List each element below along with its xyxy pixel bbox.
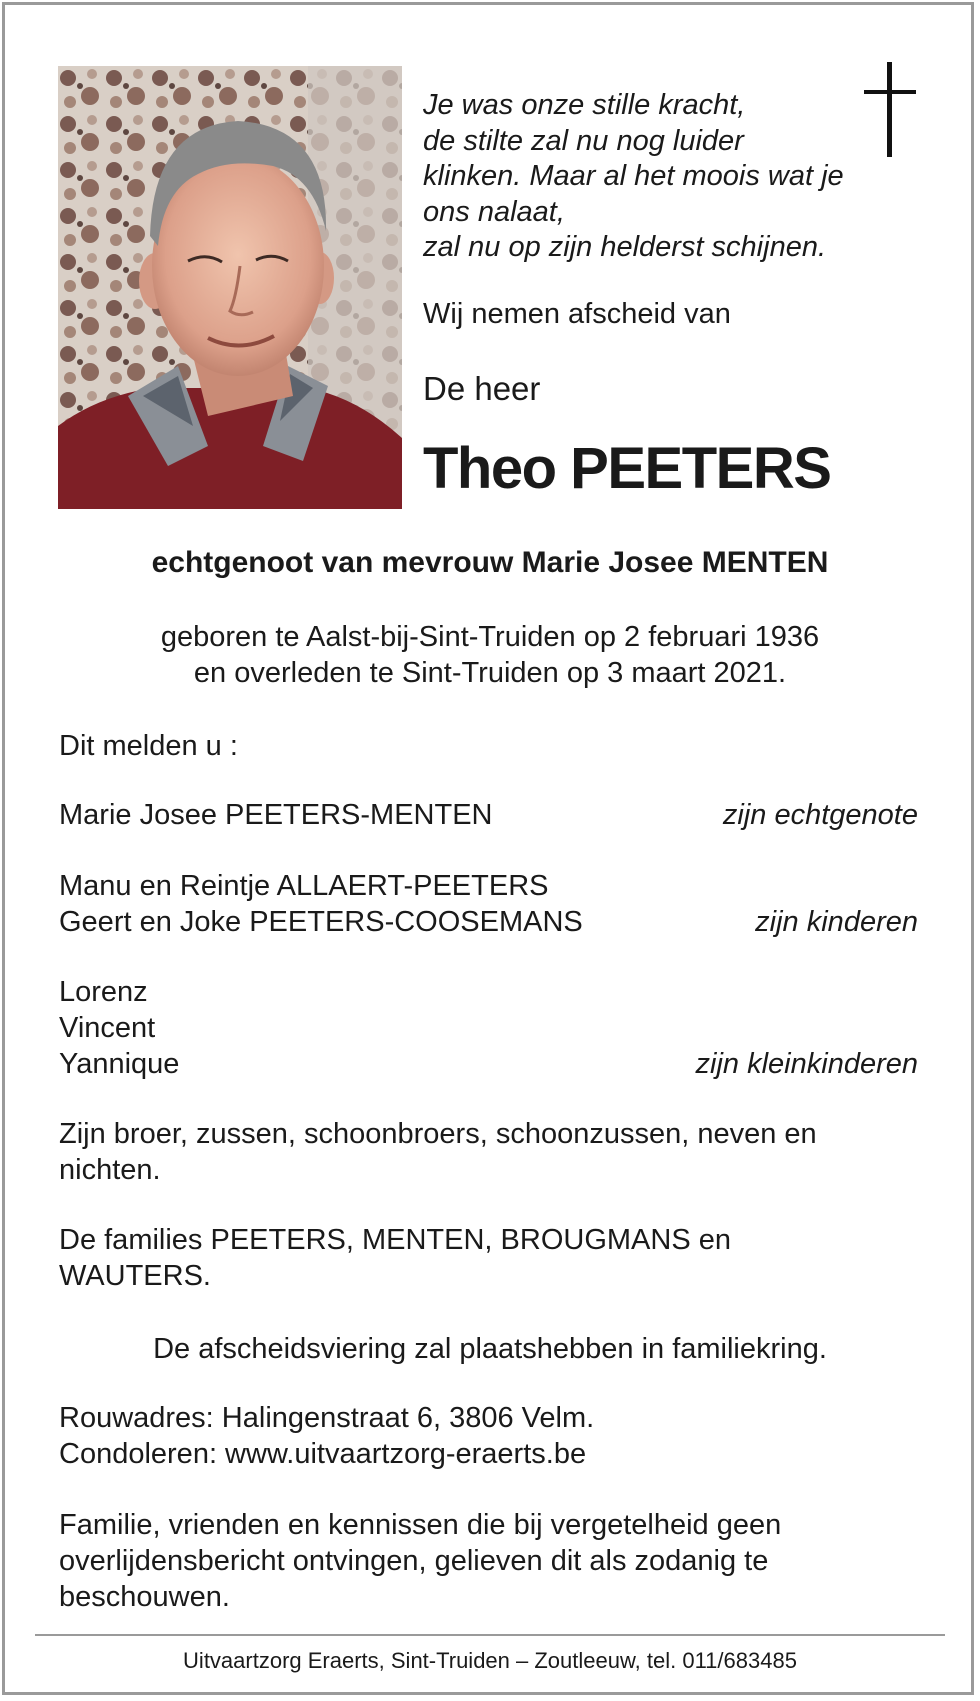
child-name: Manu en Reintje ALLAERT-PEETERS — [59, 870, 549, 902]
announce-text: Dit melden u : — [59, 730, 238, 762]
grandchildren-entry — [59, 974, 929, 1082]
notice-text — [59, 1507, 929, 1615]
contact-info — [59, 1400, 929, 1472]
grandchild-name: Yannique — [59, 1048, 180, 1080]
condolences-link[interactable]: Condoleren: www.uitvaartzorg-eraerts.be — [59, 1438, 587, 1470]
children-role: zijn kinderen — [755, 906, 918, 938]
children-entry — [59, 868, 929, 940]
notice-line: overlijdensbericht ontvingen, gelieven dit als zodanig te — [59, 1545, 769, 1577]
relatives-line: nichten. — [59, 1154, 161, 1186]
honorific: De heer — [423, 370, 541, 407]
poem-line: zal nu op zijn helderst schijnen. — [423, 231, 827, 263]
intro-text: Wij nemen afscheid van — [423, 298, 731, 330]
poem-line: klinken. Maar al het moois wat je — [423, 160, 844, 192]
notice-line: beschouwen. — [59, 1581, 230, 1613]
spouse-line: echtgenoot van mevrouw Marie Josee MENTEN — [151, 546, 829, 579]
spouse-entry — [59, 797, 929, 833]
grandchild-name: Lorenz — [59, 976, 148, 1008]
portrait-photo — [58, 66, 402, 509]
mourning-address: Rouwadres: Halingenstraat 6, 3806 Velm. — [59, 1402, 595, 1434]
grandchild-name: Vincent — [59, 1012, 156, 1044]
deceased-name: Theo PEETERS — [423, 436, 831, 501]
ceremony-text: De afscheidsviering zal plaatshebben in familiekring. — [153, 1333, 827, 1365]
spouse-role: zijn echtgenote — [722, 799, 918, 831]
footer-text: Uitvaartzorg Eraerts, Sint-Truiden – Zoutleeuw, tel. 011/683485 — [183, 1648, 797, 1673]
families-text — [59, 1222, 929, 1294]
poem-line: de stilte zal nu nog luider — [423, 124, 744, 157]
relatives-line: Zijn broer, zussen, schoonbroers, schoonzussen, neven en — [59, 1118, 817, 1150]
relatives-text — [59, 1116, 929, 1188]
poem-line: ons nalaat, — [423, 195, 565, 228]
grandchildren-role: zijn kleinkinderen — [695, 1048, 918, 1080]
birth-line: geboren te Aalst-bij-Sint-Truiden op 2 februari 1936 — [160, 621, 820, 653]
footer-divider — [35, 1634, 945, 1636]
poem-line: Je was onze stille kracht, — [423, 89, 746, 121]
notice-line: Familie, vrienden en kennissen die bij vergetelheid geen — [59, 1509, 782, 1541]
spouse-name: Marie Josee PEETERS-MENTEN — [59, 799, 493, 831]
birth-death-info — [0, 619, 980, 691]
poem — [423, 88, 883, 266]
families-line: De families PEETERS, MENTEN, BROUGMANS en — [59, 1224, 731, 1256]
families-line: WAUTERS. — [59, 1260, 211, 1292]
death-line: en overleden te Sint-Truiden op 3 maart 2021. — [193, 657, 787, 689]
child-name: Geert en Joke PEETERS-COOSEMANS — [59, 906, 583, 938]
